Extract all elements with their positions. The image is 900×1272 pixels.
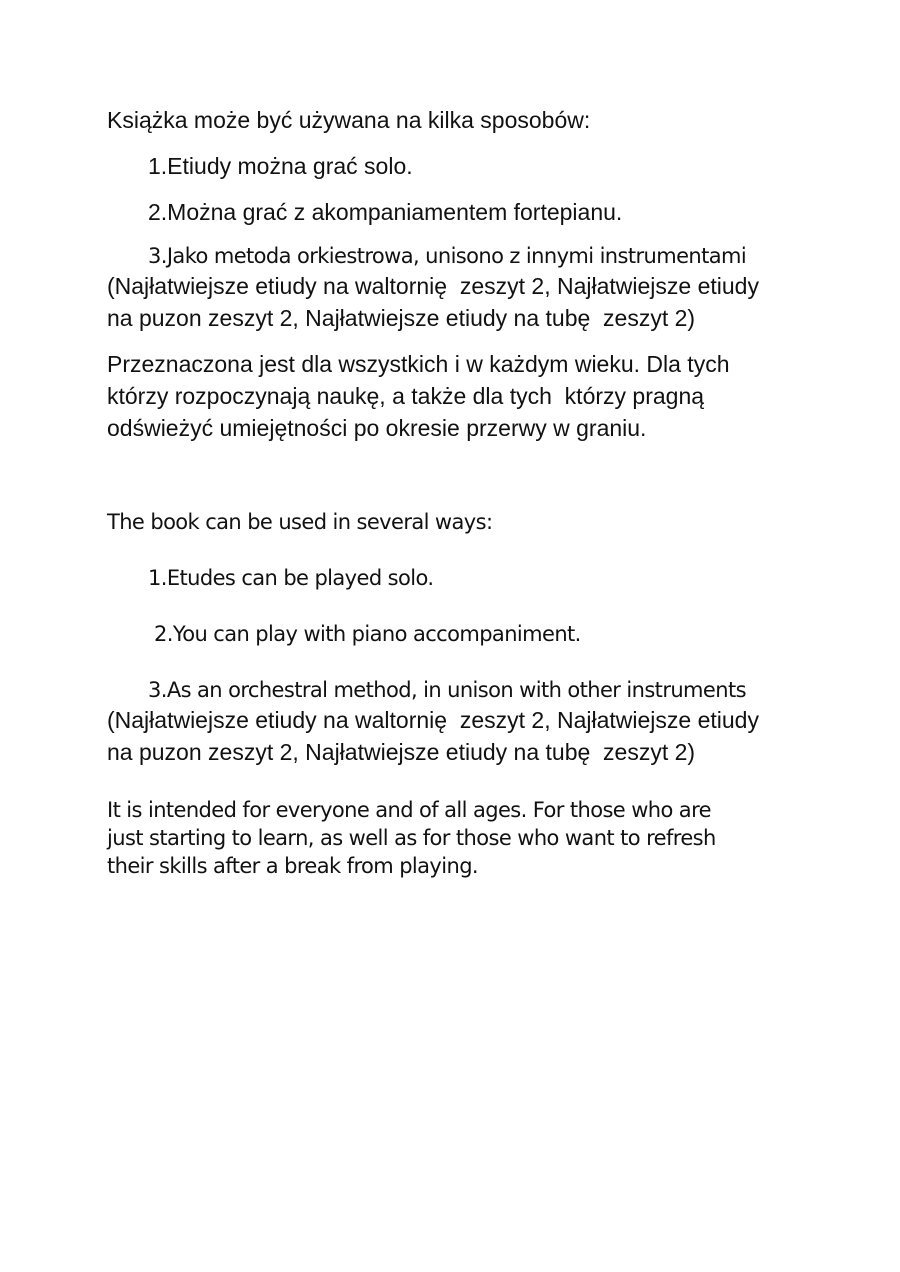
polish-item-3-line-1: 3.Jako metoda orkiestrowa, unisono z innymi instrumentami (148, 244, 747, 268)
polish-audience-line-1: Przeznaczona jest dla wszystkich i w każdym wieku. Dla tych (107, 351, 730, 377)
polish-item-1: 1.Etiudy można grać solo. (148, 153, 413, 179)
english-item-1: 1.Etudes can be played solo. (148, 566, 434, 590)
english-item-3 (107, 676, 807, 768)
english-item-3-line-3: na puzon zeszyt 2, Najłatwiejsze etiudy na tubę zeszyt 2) (107, 739, 696, 765)
english-audience-line-3: their skills after a break from playing. (107, 854, 479, 878)
document-page (107, 104, 807, 880)
polish-intro: Książka może być używana na kilka sposobów: (107, 107, 591, 133)
polish-item-3-line-2: (Najłatwiejsze etiudy na waltornię zeszyt 2, Najłatwiejsze etiudy (107, 273, 759, 299)
english-audience (107, 796, 807, 880)
polish-audience-line-2: którzy rozpoczynają naukę, a także dla tych którzy pragną (107, 383, 705, 409)
english-item-3-line-2: (Najłatwiejsze etiudy na waltornię zeszyt 2, Najłatwiejsze etiudy (107, 707, 759, 733)
polish-item-2: 2.Można grać z akompaniamentem fortepianu. (148, 199, 623, 225)
english-intro: The book can be used in several ways: (107, 510, 493, 534)
polish-item-3 (107, 242, 807, 334)
polish-audience (107, 348, 807, 444)
english-audience-line-1: It is intended for everyone and of all ages. For those who are (107, 798, 711, 822)
polish-audience-line-3: odświeżyć umiejętności po okresie przerwy w graniu. (107, 415, 647, 441)
polish-item-3-line-3: na puzon zeszyt 2, Najłatwiejsze etiudy na tubę zeszyt 2) (107, 305, 696, 331)
english-item-3-line-1: 3.As an orchestral method, in unison with other instruments (148, 678, 746, 702)
english-audience-line-2: just starting to learn, as well as for those who want to refresh (107, 826, 716, 850)
english-item-2: 2.You can play with piano accompaniment. (154, 622, 581, 646)
